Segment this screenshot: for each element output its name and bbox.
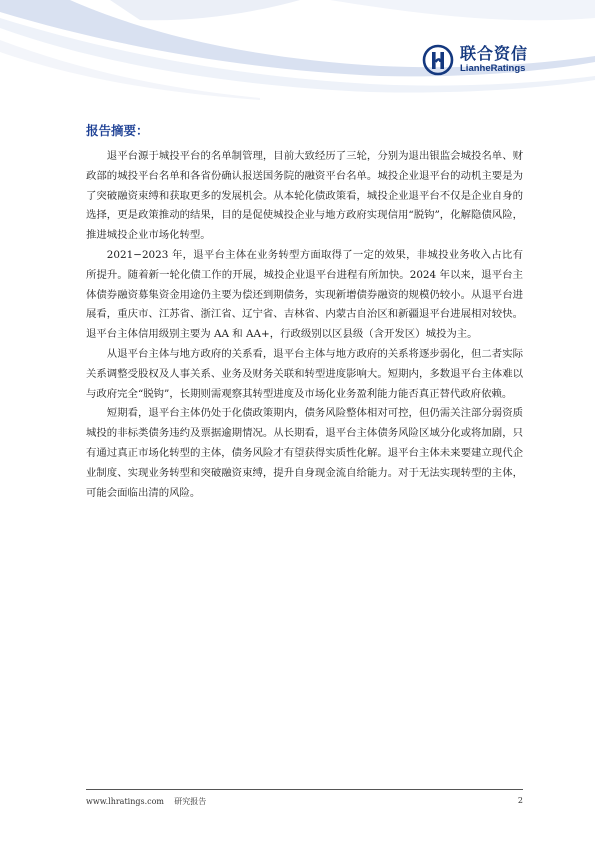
brand-name-cn: 联合资信 [460, 44, 529, 63]
paragraph: 短期看，退平台主体仍处于化债政策期内，债务风险整体相对可控，但仍需关注部分弱资质城投的非标类债务违约及票据逾期情况。从长期看，退平台主体债务风险区域分化或将加剧，只有通过真正市场化转型的主体，债务风险才有望获得实质性化解。退平台主体未来要建立现代企业制度、实现业务转型和突破融资束缚，提升自身现金流自给能力。对于无法实现转型的主体，可能会面临出清的风险。 [86, 407, 523, 499]
footer-site-label: www.lhratings.com 研究报告 [86, 797, 207, 806]
paragraph: 从退平台主体与地方政府的关系看，退平台主体与地方政府的关系将逐步弱化，但二者实际关系调整受股权及人事关系、业务及财务关联和转型进度影响大。短期内，多数退平台主体难以与政府完全“脱钩”，长期则需观察其转型进度及市场化业务盈利能力能否真正替代政府依赖。 [86, 347, 523, 400]
brand-name-en: LianheRatings [460, 63, 526, 74]
paragraph: 退平台源于城投平台的名单制管理，目前大致经历了三轮，分别为退出银监会城投名单、财政部的城投平台名单和各省份确认报送国务院的融资平台名单。城投企业退平台的动机主要是为了突破融资束缚和获取更多的发展机会。从本轮化债政策看，城投企业退平台不仅是企业自身的选择，更是政策推动的结果，目的是促使城投企业与地方政府实现信用“脱钩”，化解隐债风险，推进城投企业市场化转型。 [86, 150, 523, 242]
lianhe-logo-icon [422, 44, 454, 76]
brand-logo [422, 40, 562, 80]
section-title: 报告摘要： [86, 123, 149, 138]
footer-divider [86, 789, 523, 790]
summary-body [86, 147, 523, 503]
paragraph: 2021−2023 年，退平台主体在业务转型方面取得了一定的效果，非城投业务收入占比有所提升。随着新一轮化债工作的开展，城投企业退平台进程有所加快。2024 年以来，退平台主体债券融资募集资金用途仍主要为偿还到期债务，实现新增债券融资的规模仍较小。从退平台进展看，重庆市、江苏省、浙江省、辽宁省、吉林省、内蒙古自治区和新疆退平台进展相对较快。退平台主体信用级别主要为 AA 和 AA+，行政级别以区县级（含开发区）城投为主。 [86, 248, 523, 341]
page-number: 2 [517, 796, 523, 805]
